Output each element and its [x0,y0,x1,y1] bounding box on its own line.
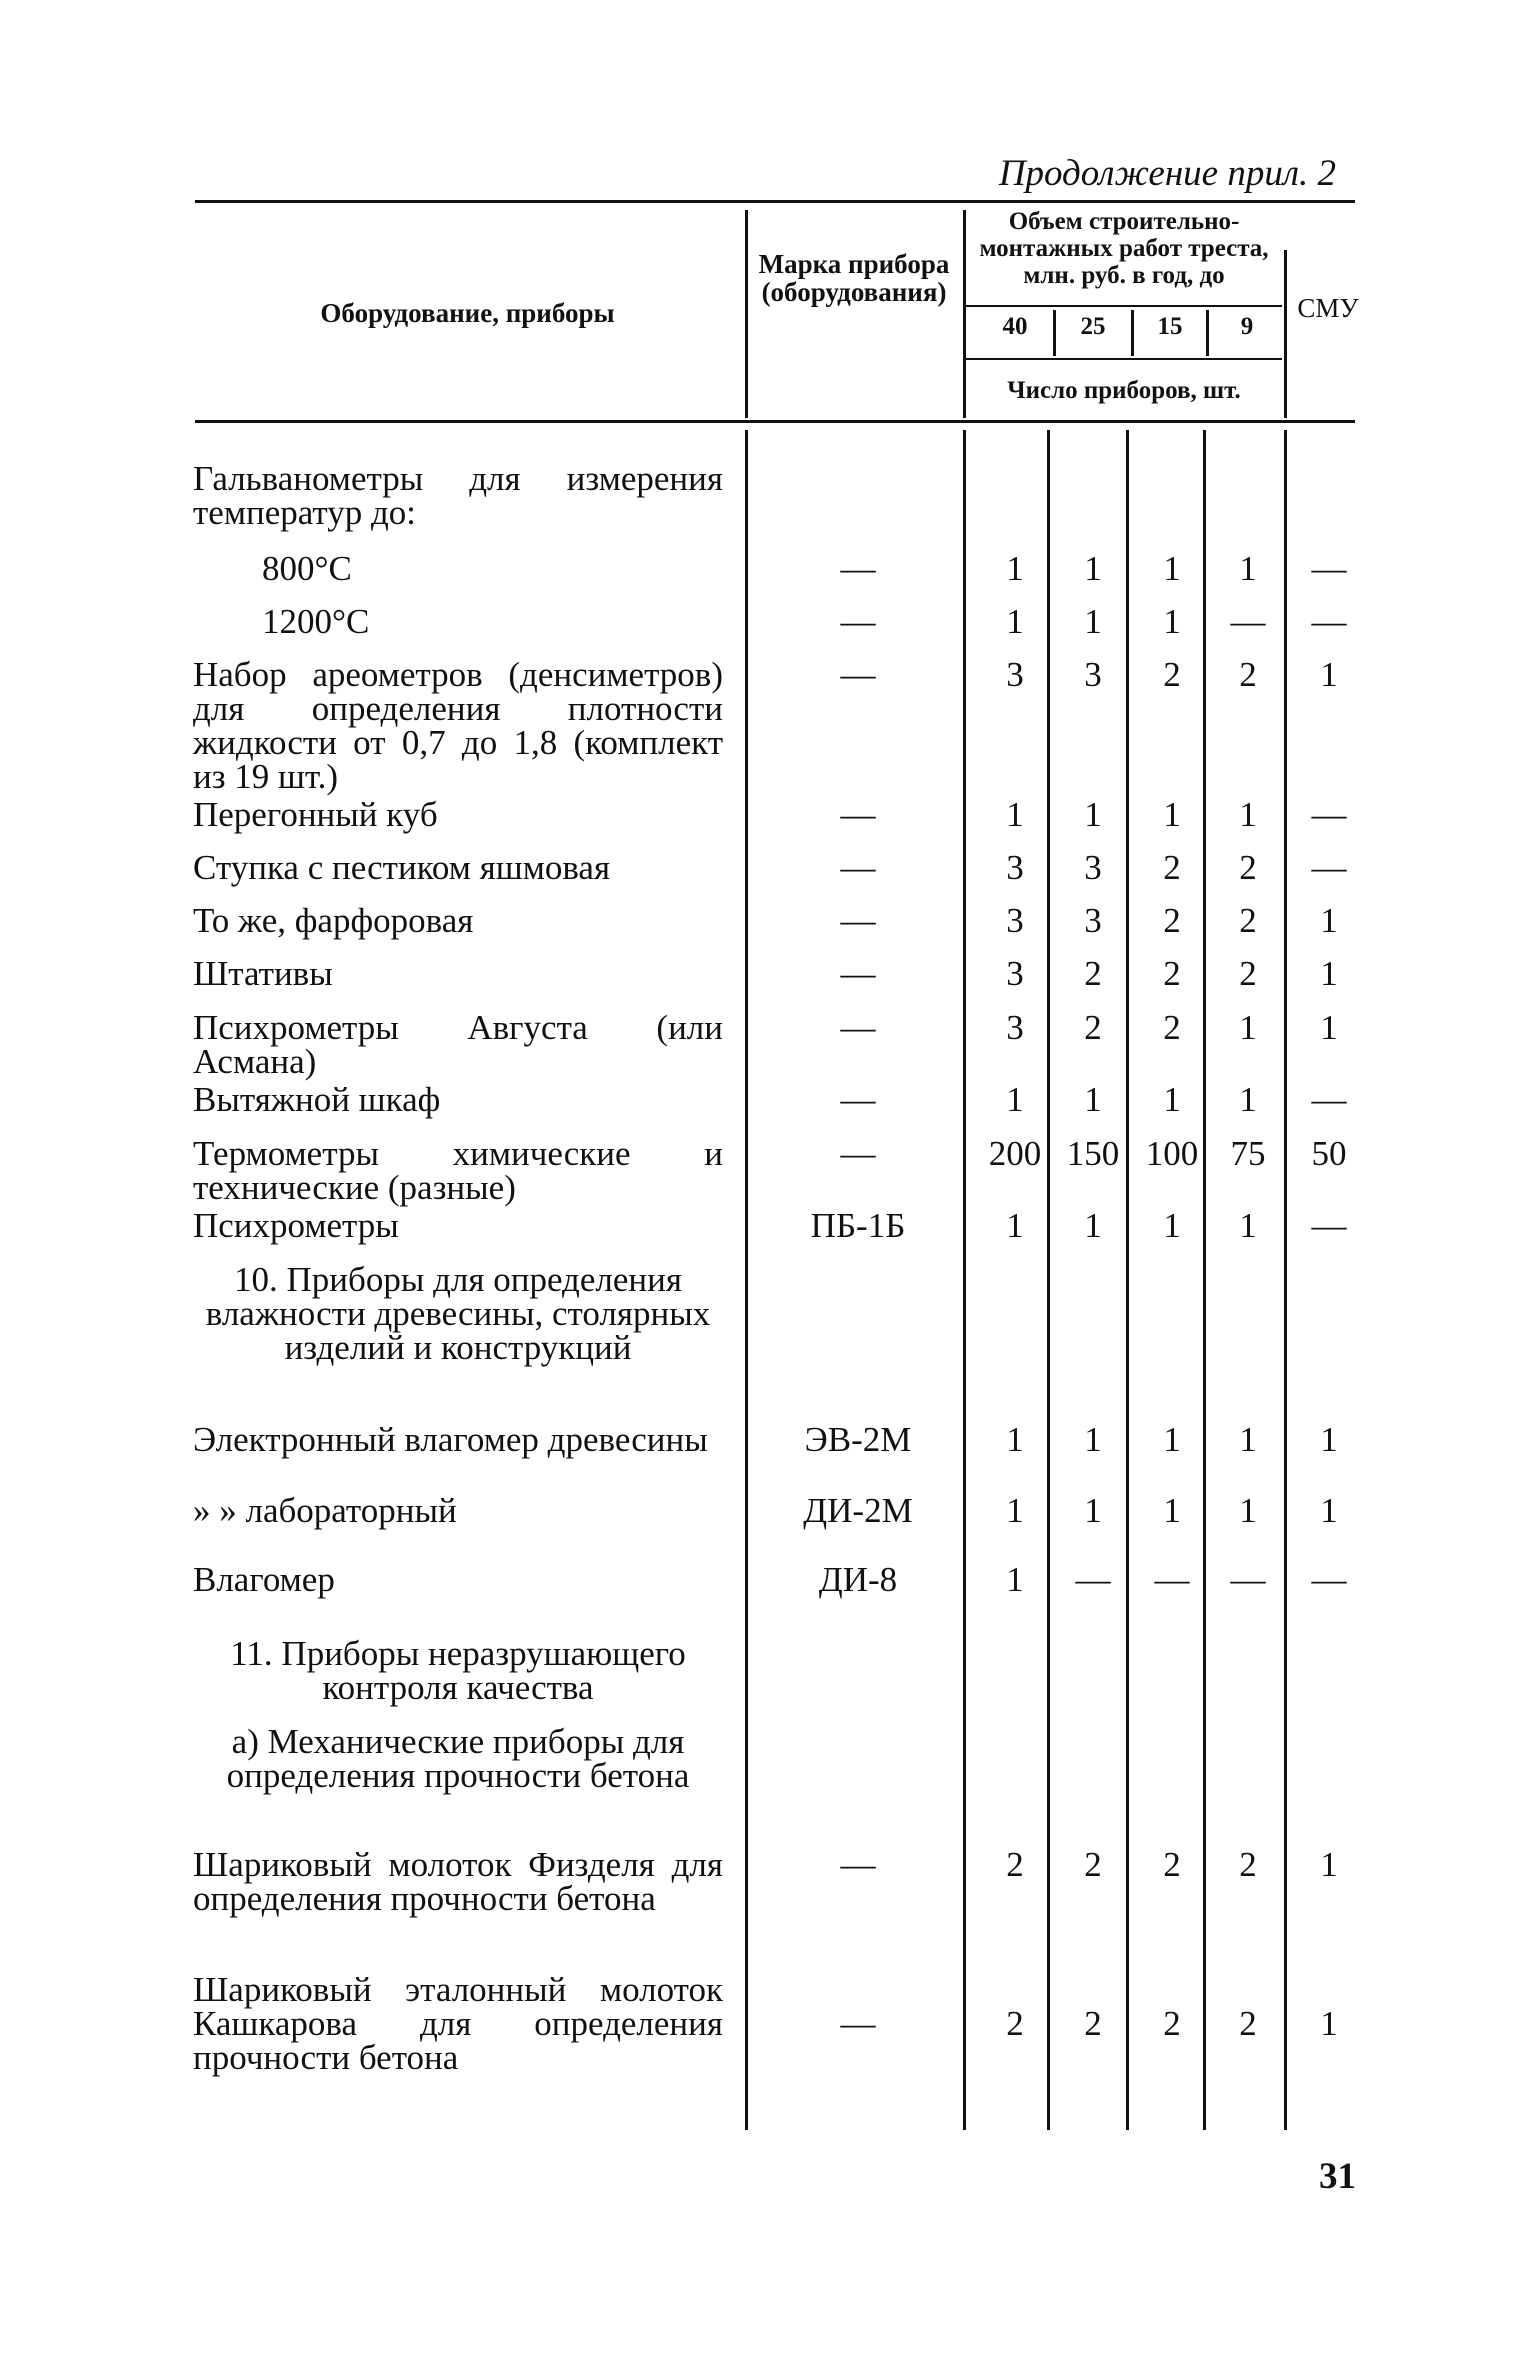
row-value: — [1230,1560,1266,1599]
row-value: 1 [1084,1080,1102,1119]
row-value: — [1311,1080,1347,1119]
row-name: Психрометры Августа (или Асмана) [193,1008,723,1081]
row-value: 2 [1084,1845,1102,1884]
header-equipment: Оборудование, приборы [320,298,615,328]
row-value: 2 [1163,848,1181,887]
row-mark: — [840,954,876,993]
row-mark: — [840,1008,876,1047]
row-value: 2 [1006,1845,1024,1884]
row-value: 1 [1163,1080,1181,1119]
row-value: 3 [1006,954,1024,993]
row-value: 2 [1163,655,1181,694]
row-value: 3 [1006,1008,1024,1047]
row-value: 2 [1163,1845,1181,1884]
row-value: 150 [1066,1134,1120,1173]
row-name: Электронный влагомер древесины [193,1420,708,1459]
body-divider-mark [745,430,748,2130]
row-value: 1 [1084,549,1102,588]
row-value: 2 [1006,2004,1024,2043]
row-value: 2 [1239,901,1257,940]
row-value: 1 [1239,1008,1257,1047]
row-value: 2 [1239,2004,1257,2043]
row-value: — [1311,1560,1347,1599]
row-value: 100 [1145,1134,1199,1173]
row-value: — [1230,602,1266,641]
row-name: Ступка с пестиком яшмовая [193,848,611,887]
row-mark: ЭВ-2М [804,1420,912,1459]
row-value: — [1311,795,1347,834]
row-name: Влагомер [193,1560,335,1599]
row-value: 1 [1006,1206,1024,1245]
row-value: 3 [1084,901,1102,940]
row-value: 50 [1311,1134,1347,1173]
row-value: 1 [1320,1491,1338,1530]
section-heading: 11. Приборы неразрушающего контроля качества [230,1634,686,1707]
row-value: 1 [1163,1420,1181,1459]
row-value: 2 [1163,1008,1181,1047]
row-value: 200 [988,1134,1042,1173]
row-value: 2 [1163,901,1181,940]
row-value: 1 [1239,795,1257,834]
row-value: 1 [1006,795,1024,834]
row-value: 1 [1320,1845,1338,1884]
row-name: Психрометры [193,1206,399,1245]
header-col-25: 25 [1080,313,1106,340]
row-name: Гальванометры для измерения температур до: [193,459,723,532]
row-value: 1 [1320,655,1338,694]
row-value: — [1311,602,1347,641]
row-mark: — [840,795,876,834]
row-value: 1 [1239,1206,1257,1245]
row-value: 75 [1230,1134,1266,1173]
row-value: 1 [1084,1206,1102,1245]
row-value: — [1154,1560,1190,1599]
row-value: 1 [1084,602,1102,641]
row-value: 1 [1163,795,1181,834]
row-value: 2 [1163,2004,1181,2043]
row-value: 1 [1163,602,1181,641]
row-mark: ПБ-1Б [810,1206,906,1245]
row-value: 1 [1239,1080,1257,1119]
row-mark: — [840,549,876,588]
header-col-40: 40 [1002,313,1028,340]
row-value: 2 [1239,848,1257,887]
page-number: 31 [1319,2156,1356,2197]
row-value: 2 [1084,1008,1102,1047]
row-value: 1 [1006,1560,1024,1599]
header-col-15: 15 [1157,313,1183,340]
subsection-heading: а) Механические приборы для определения прочности бетона [226,1722,690,1795]
row-name: То же, фарфоровая [193,901,474,940]
row-value: 2 [1163,954,1181,993]
row-value: 1 [1084,795,1102,834]
row-name: Вытяжной шкаф [193,1080,441,1119]
row-value: 2 [1239,1845,1257,1884]
header-divider-mark [745,210,748,418]
row-mark: — [840,1080,876,1119]
row-value: 1 [1006,549,1024,588]
row-value: 2 [1084,2004,1102,2043]
section-heading: 10. Приборы для определения влажности древесины, столярных изделий и конструкций [205,1260,711,1367]
row-value: — [1311,1206,1347,1245]
row-value: 1 [1320,954,1338,993]
row-value: 2 [1239,954,1257,993]
row-value: 1 [1239,1491,1257,1530]
row-name: Шариковый эталонный молоток Кашкарова для определения прочности бетона [193,1970,723,2077]
row-name: Набор ареометров (денсиметров) для определения плотности жидкости от 0,7 до 1,8 (комплект из 19 шт.) [193,655,723,796]
row-value: 3 [1084,655,1102,694]
row-value: 1 [1239,549,1257,588]
row-value: — [1075,1560,1111,1599]
header-subrule-1 [966,305,1282,307]
row-value: 1 [1320,2004,1338,2043]
row-value: — [1311,549,1347,588]
row-mark: — [840,2004,876,2043]
row-value: 1 [1006,1420,1024,1459]
row-value: 1 [1084,1420,1102,1459]
row-value: 1 [1320,1420,1338,1459]
header-top-rule [195,200,1355,203]
header-col-9: 9 [1240,313,1254,340]
row-mark: — [840,1134,876,1173]
row-mark: ДИ-8 [818,1560,898,1599]
row-value: 1 [1163,1206,1181,1245]
row-value: 3 [1006,901,1024,940]
row-mark: — [840,1845,876,1884]
row-mark: — [840,655,876,694]
row-value: 1 [1084,1491,1102,1530]
row-value: 1 [1006,1080,1024,1119]
row-name: » » лабораторный [193,1491,457,1530]
row-mark: — [840,901,876,940]
row-value: 2 [1239,655,1257,694]
header-mark: Марка прибора (оборудования) [758,249,950,307]
row-value: 1 [1239,1420,1257,1459]
row-name: Перегонный куб [193,795,438,834]
row-value: 2 [1084,954,1102,993]
header-bottom-rule [195,420,1355,423]
header-subrule-2 [966,358,1282,360]
row-name: Термометры химические и технические (разные) [193,1134,723,1207]
row-value: 3 [1006,848,1024,887]
row-mark: ДИ-2М [803,1491,913,1530]
row-value: 1 [1320,1008,1338,1047]
row-value: 1 [1163,1491,1181,1530]
row-name: Штативы [193,954,333,993]
row-value: 1 [1006,1491,1024,1530]
row-value: 3 [1006,655,1024,694]
row-name: 1200°С [262,602,370,641]
row-value: 1 [1320,901,1338,940]
header-smu: СМУ [1297,293,1359,323]
row-value: 3 [1084,848,1102,887]
row-value: 1 [1006,602,1024,641]
row-value: — [1311,848,1347,887]
row-mark: — [840,848,876,887]
row-name: Шариковый молоток Физделя для определения прочности бетона [193,1845,723,1918]
row-value: 1 [1163,549,1181,588]
body-divider-c0 [963,430,966,2130]
header-count: Число приборов, шт. [1007,377,1241,404]
row-name: 800°С [262,549,352,588]
header-volume: Объем строительно-монтажных работ треста, млн. руб. в год, до [979,208,1269,289]
row-mark: — [840,602,876,641]
continuation-title: Продолжение прил. 2 [998,153,1336,194]
